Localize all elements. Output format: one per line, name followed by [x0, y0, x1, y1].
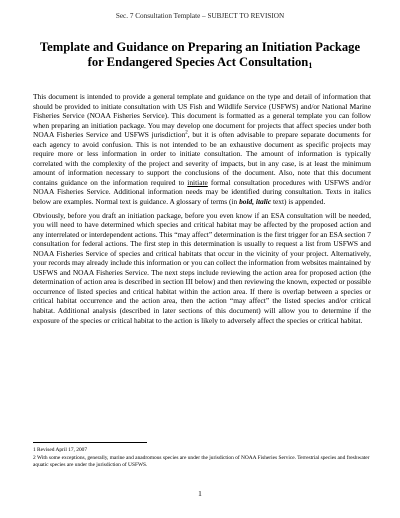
title-line-2-text: for Endangered Species Act Consultation	[87, 55, 309, 69]
footnote-1: 1 Revised April 17, 2007	[33, 447, 88, 453]
intro-text-part-2: , but it is often advisable to prepare separate documents for each agency to avoid confusion. This is not intended to be an exhaustive document as specific projects may require more or less information in order to initiate consultation. The amount of information is typically correlated with the complexity of the project and severity of impacts, but in any case, is at least the minimum amount of information necessary to support the conclusions of the document. Also, note that this document contains guidance on the information required to	[33, 130, 371, 187]
title-line-1: Template and Guidance on Preparing an Initiation Package	[39, 40, 361, 54]
footnote-divider	[33, 442, 147, 443]
footnote-2-mark: 2	[185, 130, 188, 136]
document-title	[30, 40, 370, 73]
intro-text-part-3: formal consultation procedures with USFWS and/or NOAA Fisheries Service. Additional information needs may be identified during consultation. Texts in italics below are examples. Normal text is guidance. A glossary of terms (in	[33, 177, 372, 207]
title-line-2	[30, 55, 370, 73]
page-header: Sec. 7 Consultation Template – SUBJECT TO REVISION	[115, 12, 285, 20]
intro-text-part-1: This document is intended to provide a general template and guidance on the type and detail of information that should be provided to initiate consultation with US Fish and Wildlife Service (USFWS) and/or National Marine Fisheries Service (NOAA Fisheries Service). This document is formatted as a general template you can follow when preparing an initiation package. You may develop one document for projects that affect species under both NOAA Fisheries Service and USFWS jurisdiction	[33, 92, 371, 140]
bold-italic-term: bold, italic	[239, 197, 272, 207]
footnotes	[33, 447, 371, 470]
footnote-2: 2 With some exceptions, generally, marine and anadromous species are under the jurisdiction of NOAA Fisheries Service. Terrestrial species and freshwater aquatic species are under the jurisdiction of USFWS.	[33, 454, 370, 469]
intro-paragraph	[33, 92, 371, 207]
title-footnote-mark: 1	[308, 61, 313, 70]
page-number: 1	[198, 489, 202, 498]
may-affect-paragraph: Obviously, before you draft an initiation package, before you even know if an ESA consultation will be needed, you will need to have determined which species and critical habitat may be affected by the proposed action and any interrelated or interdependent actions. This “may affect” determination is the first trigger for an ESA section 7 consultation for federal actions. The first step in this determination is usually to request a list from USFWS and NOAA Fisheries Service of species and critical habitats that occur in the vicinity of your project. Alternatively, your records may already include this information or you can collect the information from websites maintained by USFWS and NOAA Fisheries Service. The next steps include reviewing the action area for proposed action (the determination of action area is described in section III below) and then reviewing the known, expected or possible occurrence of listed species and critical habitat within the action area. If there is overlap between a species or critical habitat occurrence and the action area, then the action “may affect” the listed species and/or critical habitat. Additional analysis (described in later sections of this document) will allow you to determine if the exposure of the species or critical habitat to the action is likely to adversely affect the species or critical habitat.	[33, 210, 371, 325]
intro-text-part-4: text) is appended.	[271, 197, 326, 207]
document-body	[33, 92, 371, 329]
initiate-underlined: initiate	[187, 177, 208, 187]
